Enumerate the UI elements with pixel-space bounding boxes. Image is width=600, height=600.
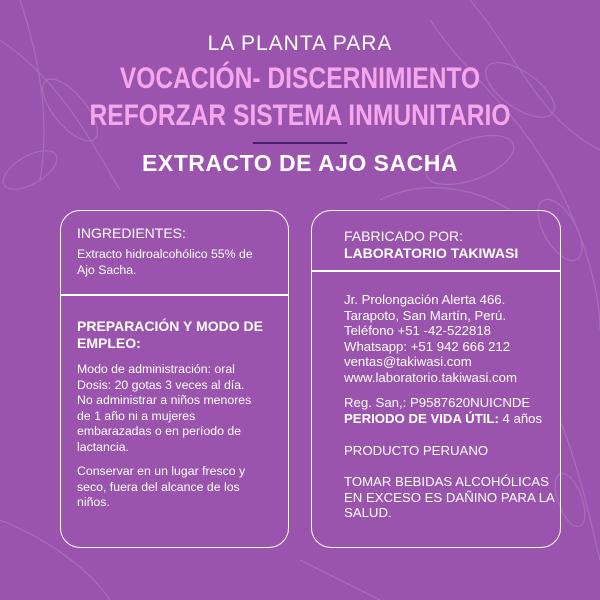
manufacturer-name: LABORATORIO TAKIWASI bbox=[344, 245, 519, 261]
shelf-life bbox=[344, 411, 559, 427]
preparation-text: Modo de administración: oral Dosis: 20 gotas 3 veces al día. No administrar a niños menores de 1 año ni a mujeres embarazadas o en período de lactancia. bbox=[77, 362, 252, 454]
right-card-separator bbox=[312, 270, 560, 272]
storage-text: Conservar en un lugar fresco y seco, fuera del alcance de los niños. bbox=[77, 464, 246, 510]
registration-text: Reg. San,: P9587620NUICNDE bbox=[344, 395, 531, 410]
product-name: EXTRACTO DE AJO SACHA bbox=[142, 150, 458, 176]
main-title-line2: REFORZAR SISTEMA INMUNITARIO bbox=[89, 99, 511, 132]
contact-info: Jr. Prolongación Alerta 466. Tarapoto, San Martín, Perú. Teléfono +51 -42-522818 Whatsapp: +51 942 666 212 ventas@takiwasi.com www.laboratorio.takiwasi.com bbox=[344, 292, 517, 385]
info-card-right bbox=[311, 210, 561, 548]
shelf-life-value: 4 años bbox=[498, 411, 543, 426]
main-title-line1: VOCACIÓN- DISCERNIMIENTO bbox=[119, 62, 481, 95]
title-divider bbox=[253, 142, 347, 144]
preparation-title: PREPARACIÓN Y MODO DE EMPLEO: bbox=[77, 318, 263, 351]
ingredients-text: Extracto hidroalcohólico 55% de Ajo Sacha. bbox=[77, 247, 253, 277]
pre-title: LA PLANTA PARA bbox=[207, 32, 393, 55]
shelf-life-label: PERIODO DE VIDA ÚTIL: bbox=[344, 411, 499, 426]
left-card-separator bbox=[61, 294, 288, 296]
warning-text: TOMAR BEBIDAS ALCOHÓLICAS EN EXCESO ES DAÑINO PARA LA SALUD. bbox=[344, 474, 555, 520]
manufacturer-title: FABRICADO POR: bbox=[344, 228, 464, 244]
origin-text: PRODUCTO PERUANO bbox=[344, 443, 489, 458]
ingredients-title: INGREDIENTES: bbox=[77, 225, 186, 241]
info-card-left bbox=[60, 210, 289, 548]
